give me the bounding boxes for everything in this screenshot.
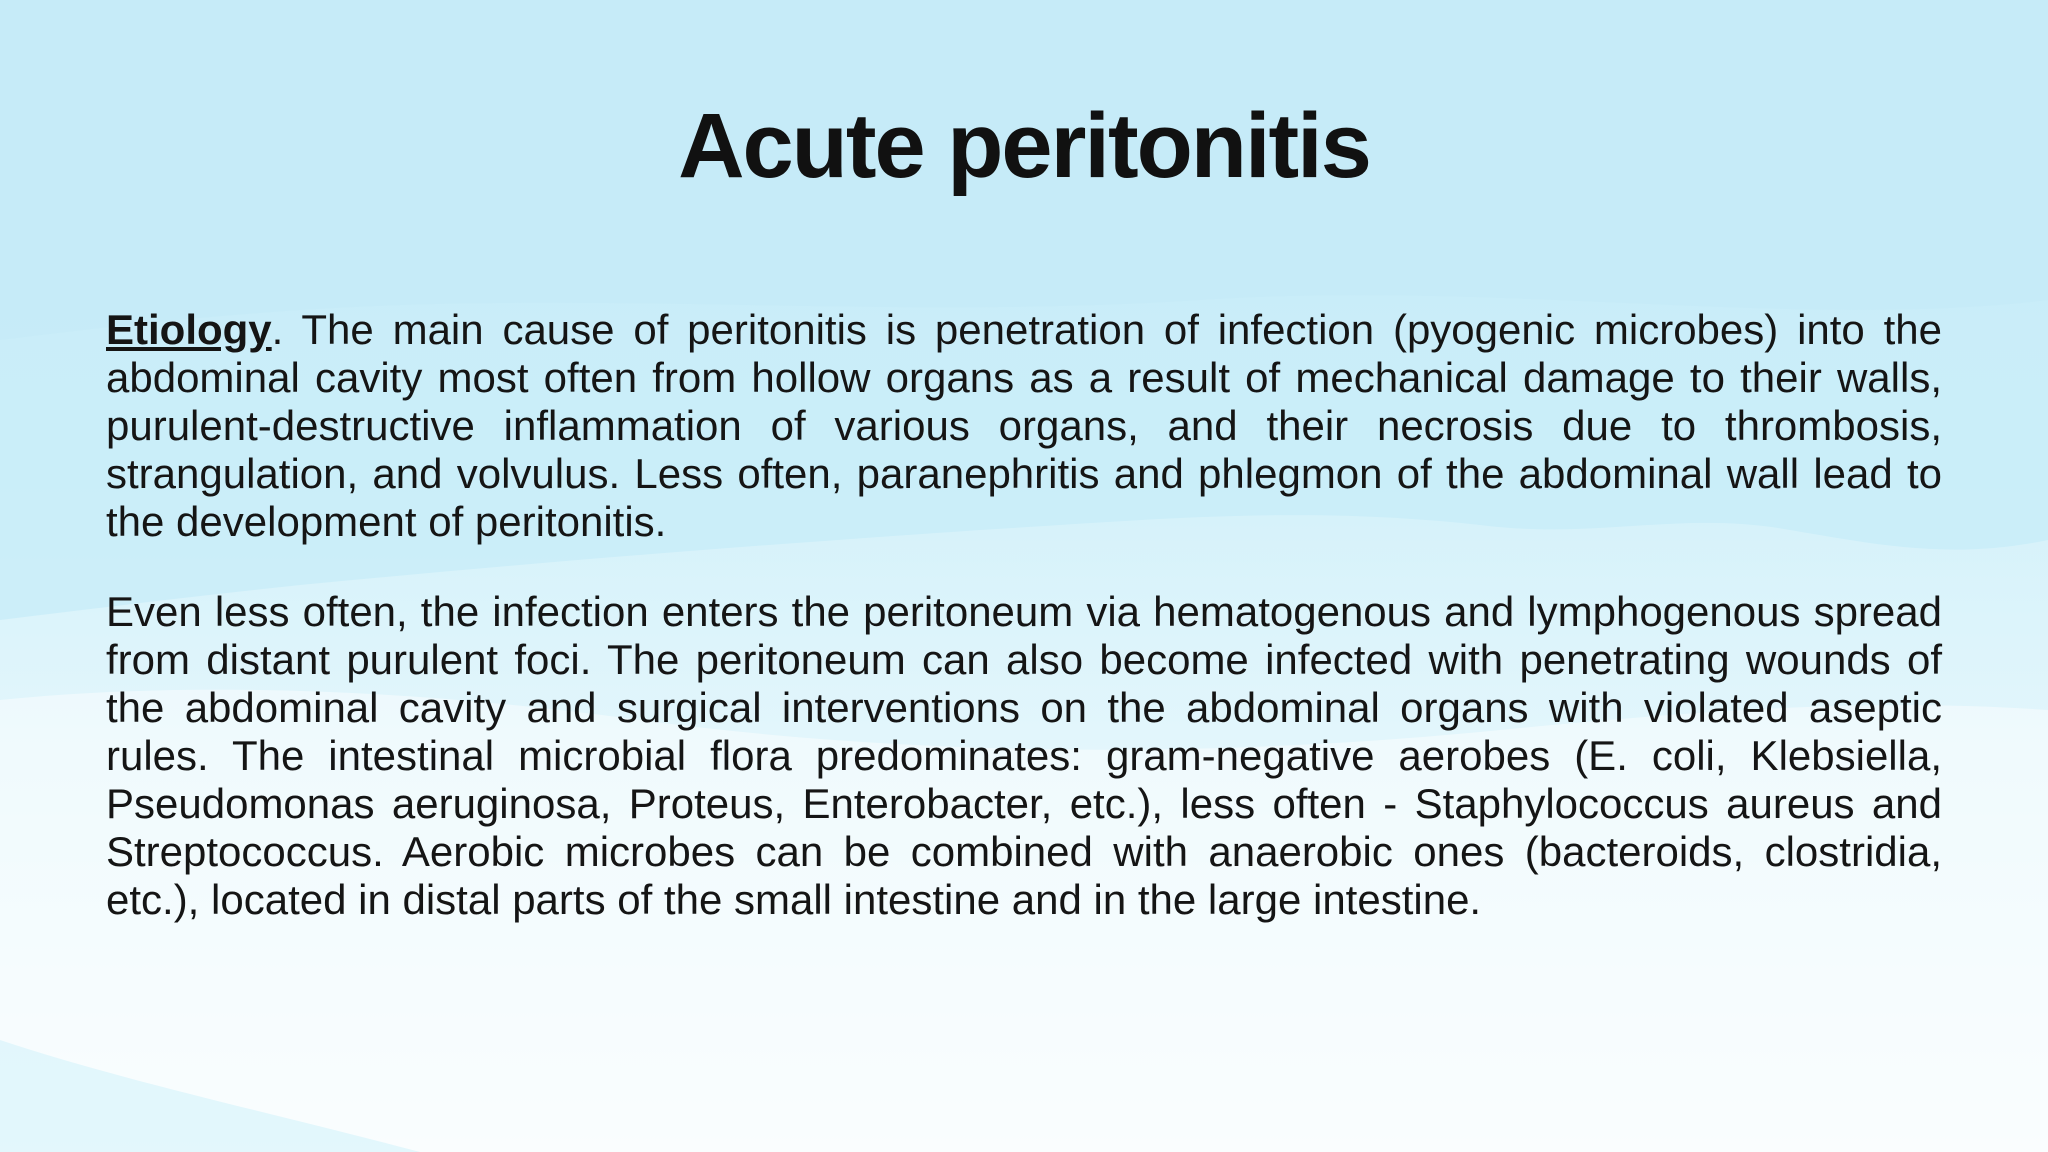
- slide-body: [106, 306, 1942, 924]
- infection-spread-text: Even less often, the infection enters the peritoneum via hematogenous and lymphogenous spread from distant purulent foci. The peritoneum can also become infected with penetrating wounds of the abdominal cavity and surgical interventions on the abdominal organs with violated aseptic rules. The intestinal microbial flora predominates: gram-negative aerobes (E. coli, Klebsiella, Pseudomonas aeruginosa, Proteus, Enterobacter, etc.), less often - Staphylococcus aureus and Streptococcus. Aerobic microbes can be combined with anaerobic ones (bacteroids, clostridia, etc.), located in distal parts of the small intestine and in the large intestine.: [106, 588, 1942, 923]
- etiology-text: . The main cause of peritonitis is penetration of infection (pyogenic microbes) into the abdominal cavity most often from hollow organs as a result of mechanical damage to their walls, purulent-destructive inflammation of various organs, and their necrosis due to thrombosis, strangulation, and volvulus. Less often, paranephritis and phlegmon of the abdominal wall lead to the development of peritonitis.: [106, 306, 1942, 545]
- infection-spread-paragraph: [106, 588, 1942, 924]
- etiology-paragraph: [106, 306, 1942, 546]
- etiology-term: Etiology: [106, 306, 272, 353]
- slide-title: Acute peritonitis: [678, 95, 1370, 197]
